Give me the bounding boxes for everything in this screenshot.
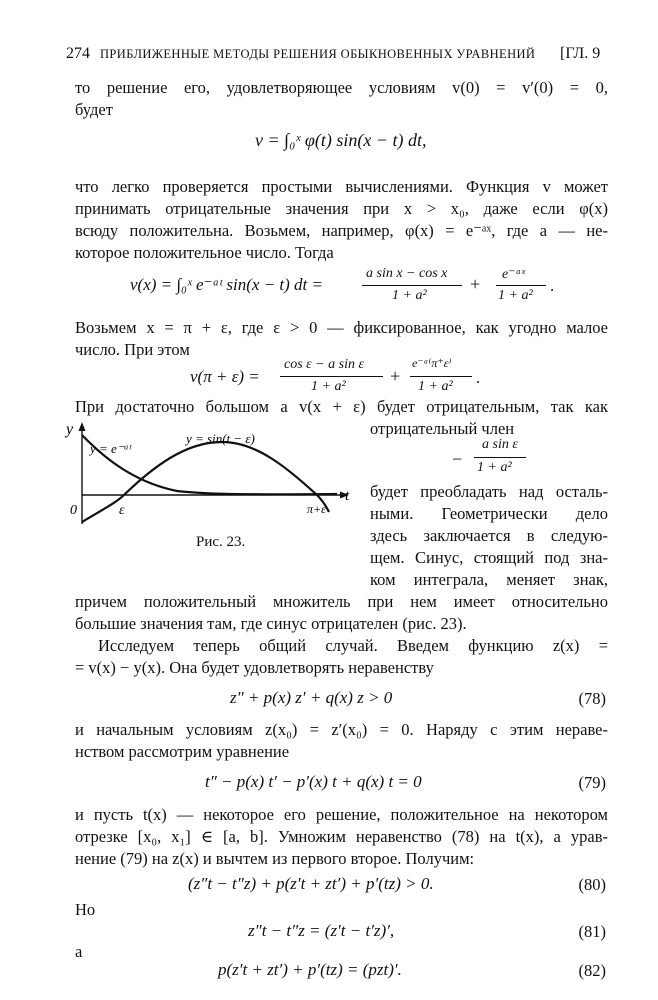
text-line: и начальным условиям z(x₀) = z′(x₀) = 0. Наряду с этим нераве- — [75, 720, 608, 739]
period: . — [476, 368, 481, 387]
text-line: что легко проверяется простыми вычислениями. Функция v может — [75, 177, 608, 196]
text-line: будет преобладать над осталь- — [370, 482, 608, 501]
fraction-numerator: a sin ε — [482, 437, 518, 452]
text-line: здесь заключается в следую- — [370, 526, 608, 545]
chapter-ref: [ГЛ. 9 — [560, 45, 601, 62]
fraction-bar — [362, 285, 462, 286]
fraction-denominator: 1 + a² — [392, 288, 427, 303]
sine-curve-label: y = sin(t − ε) — [186, 431, 255, 446]
formula-78: z″ + p(x) z′ + q(x) z > 0 — [230, 688, 393, 707]
text-line: принимать отрицательные значения при x > x₀, даже если φ(x) — [75, 199, 608, 218]
period: . — [550, 276, 555, 295]
equation-number-81: (81) — [578, 922, 606, 941]
running-title: ПРИБЛИЖЕННЫЕ МЕТОДЫ РЕШЕНИЯ ОБЫКНОВЕННЫХ УРАВНЕНИЙ — [100, 47, 536, 61]
text-line: Исследуем теперь общий случай. Введем функцию z(x) = — [98, 636, 608, 655]
axis-y-label: y — [66, 421, 74, 438]
fraction-bar — [410, 376, 472, 377]
text-line: отрезке [x₀, x₁] ∈ [a, b]. Умножим неравенство (78) на t(x), а урав- — [75, 827, 608, 846]
text-line: большие значения там, где синус отрицателен (рис. 23). — [75, 614, 467, 633]
text-line: щем. Синус, стоящий под зна- — [370, 548, 608, 567]
text-line: Возьмем x = π + ε, где ε > 0 — фиксированное, как угодно малое — [75, 318, 608, 337]
plus-sign: + — [470, 274, 481, 294]
equation-number-79: (79) — [578, 773, 606, 792]
text-line: то решение его, удовлетворяющее условиям v(0) = v′(0) = 0, — [75, 78, 608, 97]
text-line: отрицательный член — [370, 419, 515, 438]
formula-v-pi-eps: v(π + ε) = — [190, 367, 260, 386]
eps-label: ε — [119, 503, 125, 518]
fraction-denominator: 1 + a² — [418, 379, 453, 394]
text-line: нение (79) на z(x) и вычтем из первого второе. Получим: — [75, 849, 475, 868]
figure-23 — [62, 418, 362, 530]
fraction-denominator: 1 + a² — [477, 460, 512, 475]
fraction-denominator: 1 + a² — [311, 379, 346, 394]
exp-curve-label: y = e⁻ᵃᵗ — [90, 441, 132, 456]
fraction-numerator: e⁻ᵃˣ — [502, 267, 526, 282]
text-line: которое положительное число. Тогда — [75, 243, 334, 262]
fraction-bar — [496, 285, 546, 286]
fraction-numerator: cos ε − a sin ε — [284, 357, 364, 372]
figure-caption: Рис. 23. — [196, 534, 246, 550]
text-line: ком интеграла, меняет знак, — [370, 570, 608, 589]
origin-label: 0 — [70, 503, 77, 518]
text-line: = v(x) − y(x). Она будет удовлетворять неравенству — [75, 658, 434, 677]
text-line: При достаточно большом a v(x + ε) будет отрицательным, так как — [75, 397, 608, 416]
minus-sign: − — [452, 449, 463, 469]
text-line: а — [75, 942, 83, 961]
text-line: число. При этом — [75, 340, 190, 359]
text-line: будет — [75, 100, 113, 119]
formula-integral: v = ∫₀ˣ φ(t) sin(x − t) dt, — [255, 130, 427, 150]
pi-eps-label: π+ε — [307, 502, 326, 516]
fraction-numerator: e⁻ᵃ⁽π⁺ε⁾ — [412, 356, 452, 370]
text-line: Но — [75, 900, 96, 919]
formula-80: (z″t − t″z) + p(z′t + zt′) + p′(tz) > 0. — [188, 874, 434, 893]
page-number: 274 — [66, 45, 90, 62]
formula-v-of-x: v(x) = ∫₀ˣ e⁻ᵃᵗ sin(x − t) dt = — [130, 275, 323, 294]
plus-sign: + — [390, 366, 401, 386]
fraction-bar — [280, 376, 383, 377]
equation-number-82: (82) — [578, 961, 606, 980]
fraction-bar — [474, 457, 526, 458]
text-line: причем положительный множитель при нем имеет относительно — [75, 592, 608, 611]
axis-x-label: t — [345, 488, 350, 504]
equation-number-80: (80) — [578, 875, 606, 894]
text-line: нством рассмотрим уравнение — [75, 742, 290, 761]
formula-82: p(z′t + zt′) + p′(tz) = (pzt)′. — [218, 960, 402, 979]
formula-81: z″t − t″z = (z′t − t′z)′, — [248, 921, 395, 940]
text-line: и пусть t(x) — некоторое его решение, положительное на некотором — [75, 805, 608, 824]
equation-number-78: (78) — [578, 689, 606, 708]
text-line: всюду положительна. Возьмем, например, φ(x) = e⁻ᵃˣ, где a — не- — [75, 221, 608, 240]
text-line: ными. Геометрически дело — [370, 504, 608, 523]
formula-79: t″ − p(x) t′ − p′(x) t + q(x) t = 0 — [205, 772, 422, 791]
fraction-denominator: 1 + a² — [498, 288, 533, 303]
fraction-numerator: a sin x − cos x — [366, 266, 448, 281]
y-axis-arrow — [79, 422, 86, 431]
